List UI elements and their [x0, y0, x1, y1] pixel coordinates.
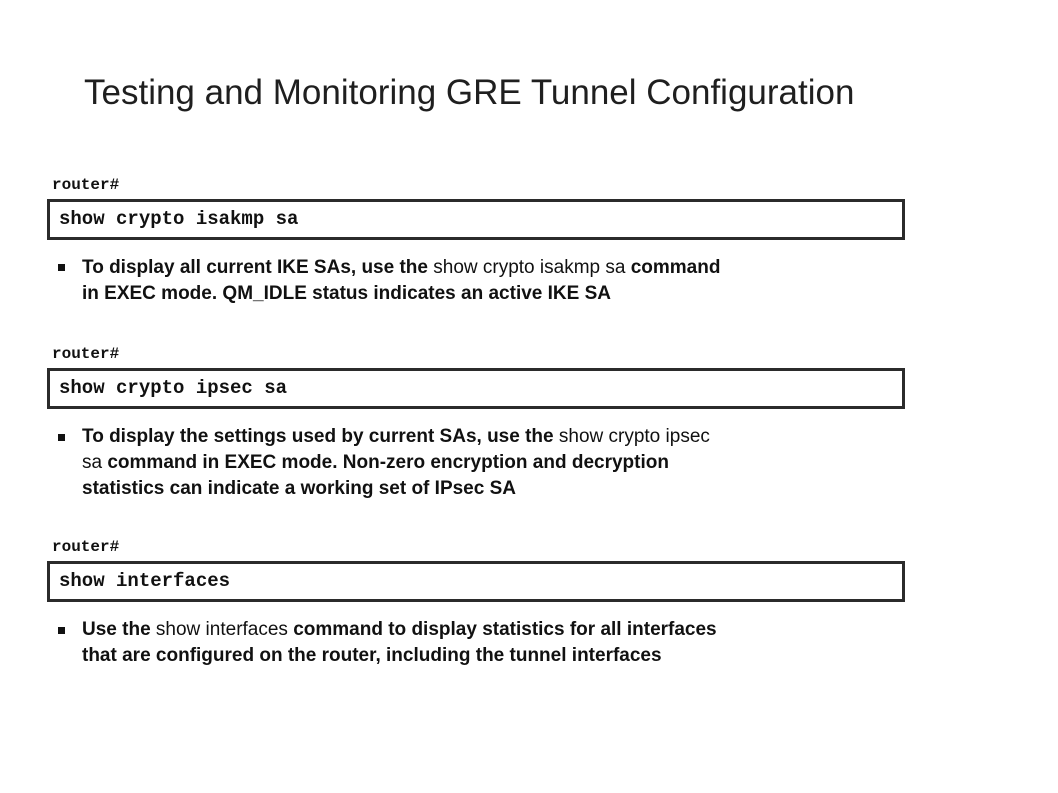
page-title: Testing and Monitoring GRE Tunnel Configuration — [84, 73, 855, 112]
bullet-icon — [58, 626, 68, 636]
inline-command: show crypto isakmp sa — [433, 257, 626, 278]
description-line: that are configured on the router, including the tunnel interfaces — [82, 645, 662, 666]
command-text: show interfaces — [59, 570, 231, 592]
description-line: Use the show interfaces command to display statistics for all interfaces — [82, 619, 717, 640]
inline-command: sa — [82, 452, 103, 473]
description-line: sa command in EXEC mode. Non-zero encryption and decryption — [82, 452, 669, 473]
description-line: To display all current IKE SAs, use the show crypto isakmp sa command — [82, 257, 721, 278]
inline-command: show crypto ipsec — [558, 426, 710, 447]
router-prompt: router# — [52, 345, 120, 363]
command-description — [82, 617, 902, 669]
bullet-icon — [58, 263, 68, 273]
description-line: in EXEC mode. QM_IDLE status indicates an active IKE SA — [82, 283, 611, 304]
description-line: To display the settings used by current SAs, use the show crypto ipsec — [82, 426, 710, 447]
description-line: statistics can indicate a working set of IPsec SA — [82, 478, 516, 499]
command-box — [47, 561, 905, 602]
inline-command: show interfaces — [155, 619, 288, 640]
bullet-icon — [58, 433, 68, 443]
command-box — [47, 199, 905, 240]
command-text: show crypto isakmp sa — [59, 208, 299, 230]
command-text: show crypto ipsec sa — [59, 377, 288, 399]
command-description — [82, 424, 902, 502]
router-prompt: router# — [52, 176, 120, 194]
command-box — [47, 368, 905, 409]
router-prompt: router# — [52, 538, 120, 556]
command-description — [82, 255, 902, 307]
